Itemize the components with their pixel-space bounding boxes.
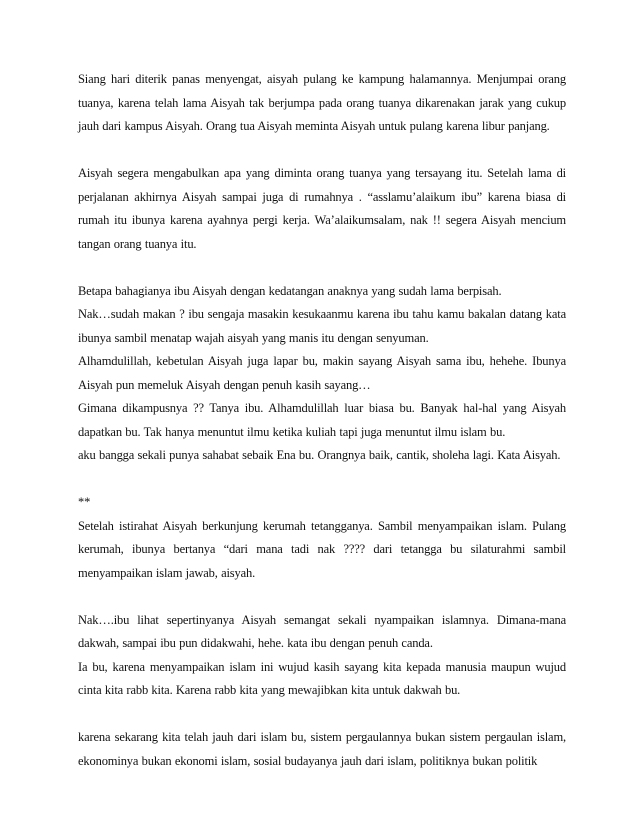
section-separator: ** <box>78 495 91 509</box>
paragraph-5: Alhamdulillah, kebetulan Aisyah juga lapar bu, makin sayang Aisyah sama ibu, hehehe. Ibunya Aisyah pun memeluk Aisyah dengan penuh kasih sayang… <box>78 354 566 392</box>
paragraph-11: karena sekarang kita telah jauh dari islam bu, sistem pergaulannya bukan sistem pergaulan islam, ekonominya bukan ekonomi islam, sosial budayanya jauh dari islam, politiknya bukan politik <box>78 730 566 768</box>
paragraph-gap <box>78 468 566 492</box>
paragraph-gap <box>78 139 566 163</box>
paragraph-gap <box>78 256 566 280</box>
paragraph-7: aku bangga sekali punya sahabat sebaik Ena bu. Orangnya baik, cantik, sholeha lagi. Kata Aisyah. <box>78 448 561 462</box>
document-body <box>78 68 566 773</box>
paragraph-8: Setelah istirahat Aisyah berkunjung kerumah tetangganya. Sambil menyampaikan islam. Pulang kerumah, ibunya bertanya “dari mana tadi nak ???? dari tetangga bu silaturahmi sambil menyampaikan islam jawab, aisyah. <box>78 518 566 580</box>
paragraph-1: Siang hari diterik panas menyengat, aisyah pulang ke kampung halamannya. Menjumpai orang tuanya, karena telah lama Aisyah tak berjumpa pada orang tuanya dikarenakan jarak yang cukup jauh dari kampus Aisyah. Orang tua Aisyah meminta Aisyah untuk pulang karena libur panjang. <box>78 72 566 133</box>
paragraph-gap <box>78 585 566 609</box>
paragraph-4: Nak…sudah makan ? ibu sengaja masakin kesukaanmu karena ibu tahu kamu bakalan datang kata ibunya sambil menatap wajah aisyah yang manis itu dengan senyuman. <box>78 307 566 345</box>
paragraph-3: Betapa bahagianya ibu Aisyah dengan kedatangan anaknya yang sudah lama berpisah. <box>78 283 502 298</box>
paragraph-2: Aisyah segera mengabulkan apa yang diminta orang tuanya yang tersayang itu. Setelah lama di perjalanan akhirnya Aisyah sampai juga di rumahnya . “asslamu’alaikum ibu” karena biasa di rumah itu ibunya karena ayahnya pergi kerja. Wa’alaikumsalam, nak !! segera Aisyah mencium tangan orang tuanya itu. <box>78 166 566 251</box>
paragraph-10: Ia bu, karena menyampaikan islam ini wujud kasih sayang kita kepada manusia maupun wujud cinta kita rabb kita. Karena rabb kita yang mewajibkan kita untuk dakwah bu. <box>78 659 566 697</box>
paragraph-gap <box>78 703 566 727</box>
paragraph-9: Nak….ibu lihat sepertinyanya Aisyah semangat sekali nyampaikan islamnya. Dimana-mana dakwah, sampai ibu pun didakwahi, hehe. kata ibu dengan penuh canda. <box>78 612 566 650</box>
paragraph-6: Gimana dikampusnya ?? Tanya ibu. Alhamdulillah luar biasa bu. Banyak hal-hal yang Aisyah dapatkan bu. Tak hanya menuntut ilmu ketika kuliah tapi juga menuntut ilmu islam bu. <box>78 401 566 439</box>
